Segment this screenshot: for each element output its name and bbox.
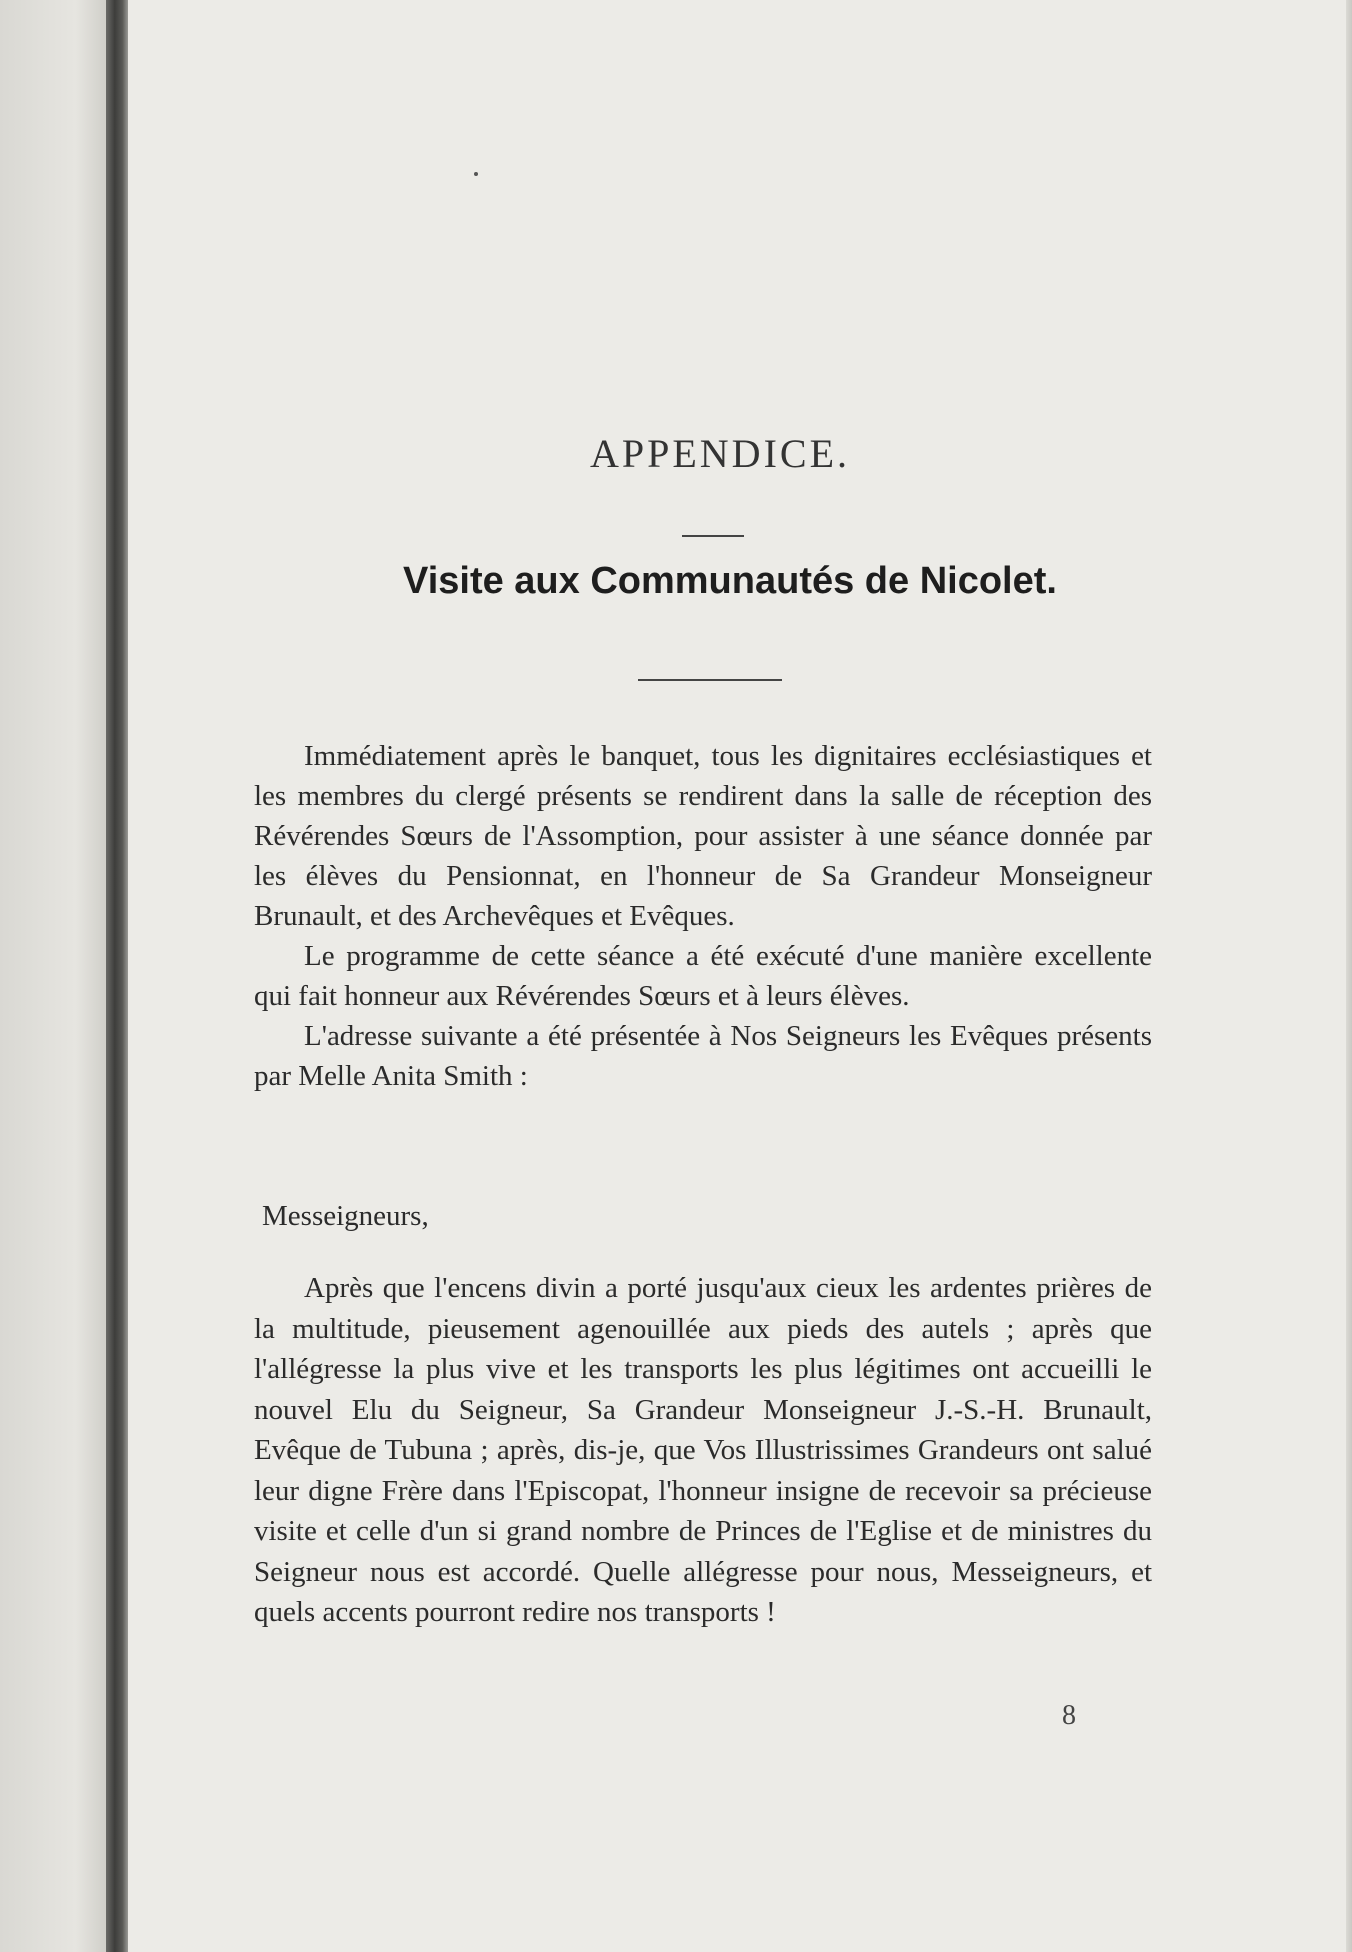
paragraph: Le programme de cette séance a été exécuté d'une manière excellente qui fait honneur aux Révérendes Sœurs et à leurs élèves. xyxy=(254,940,1152,1012)
address-text xyxy=(254,1268,1152,1633)
page-edge xyxy=(1346,0,1352,1952)
facing-page-edge xyxy=(0,0,108,1952)
paragraph: Immédiatement après le banquet, tous les dignitaires ecclésiastiques et les membres du clergé présents se rendirent dans la salle de réception des Révérendes Sœurs de l'Assomption, pour assister à une séance donnée par les élèves du Pensionnat, en l'honneur de Sa Grandeur Monseigneur Brunault, et des Archevêques et Evêques. xyxy=(254,740,1152,932)
book-binding xyxy=(106,0,128,1952)
ink-speck xyxy=(474,172,478,176)
paragraph: Après que l'encens divin a porté jusqu'aux cieux les ardentes prières de la multitude, pieusement agenouillée aux pieds des autels ; après que l'allégresse la plus vive et les transports les plus légitimes ont accueilli le nouvel Elu du Seigneur, Sa Grandeur Monseigneur J.-S.-H. Brunault, Evêque de Tubuna ; après, dis-je, que Vos Illustrissimes Grandeurs ont salué leur digne Frère dans l'Episcopat, l'honneur insigne de recevoir sa précieuse visite et celle d'un si grand nombre de Princes de l'Eglise et de ministres du Seigneur nous est accordé. Quelle allégresse pour nous, Messeigneurs, et quels accents pourront redire nos transports ! xyxy=(254,1272,1152,1628)
page-heading: APPENDICE. xyxy=(589,431,851,476)
salutation: Messeigneurs, xyxy=(262,1200,429,1232)
section-rule xyxy=(638,679,782,681)
heading-rule xyxy=(682,535,744,537)
body-text xyxy=(254,736,1152,1096)
paragraph: L'adresse suivante a été présentée à Nos Seigneurs les Evêques présents par Melle Anita Smith : xyxy=(254,1020,1152,1092)
page-number: 8 xyxy=(1062,1700,1076,1731)
section-title: Visite aux Communautés de Nicolet. xyxy=(403,560,1057,602)
